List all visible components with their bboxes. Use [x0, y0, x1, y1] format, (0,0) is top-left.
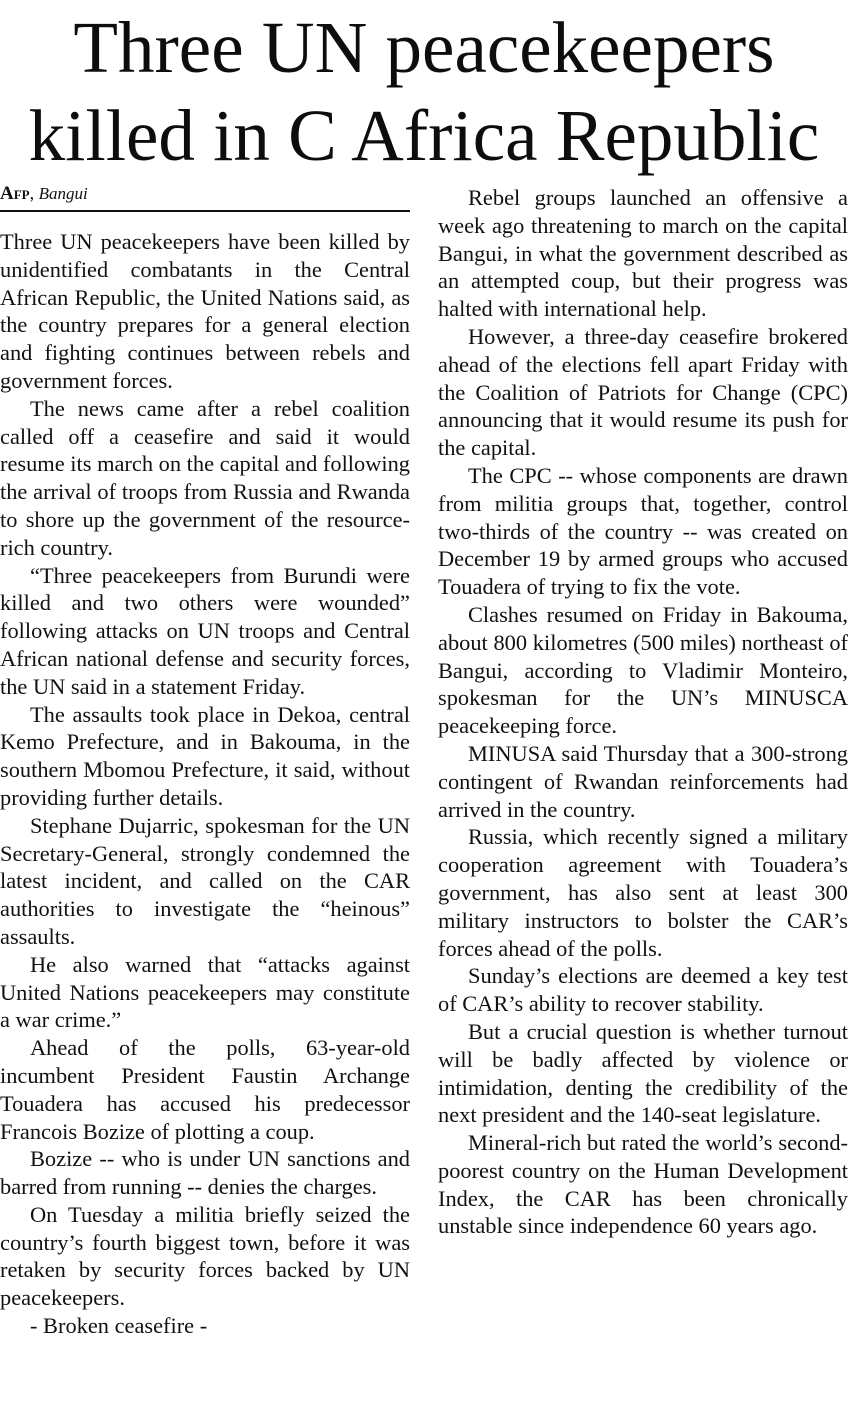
byline — [0, 180, 410, 212]
body-paragraph: The CPC -- whose components are drawn from militia groups that, together, control two-thirds of the country -- was created on December 19 by armed groups who accused Touadera of trying to fix the vote. — [438, 462, 848, 600]
body-paragraph: Three UN peacekeepers have been killed by unidentified combatants in the Central African Republic, the United Nations said, as the country prepares for a general election and fighting continues between rebels and government forces. — [0, 229, 410, 393]
article-column-left — [0, 228, 410, 1340]
body-paragraph: “Three peacekeepers from Burundi were killed and two others were wounded” following attacks on UN troops and Central African national defense and security forces, the UN said in a statement Friday. — [0, 562, 410, 699]
body-paragraph: Rebel groups launched an offensive a week ago threatening to march on the capital Bangui, in what the government described as an attempted coup, but their progress was halted with international help. — [438, 185, 848, 322]
body-paragraph: But a crucial question is whether turnout will be badly affected by violence or intimidation, denting the credibility of the next president and the 140-seat legislature. — [438, 1018, 848, 1128]
byline-agency: Afp — [0, 183, 30, 204]
body-paragraph: Ahead of the polls, 63-year-old incumbent President Faustin Archange Touadera has accused his predecessor Francois Bozize of plotting a coup. — [0, 1035, 410, 1144]
section-subhead: - Broken ceasefire - — [30, 1313, 208, 1339]
body-paragraph: Sunday’s elections are deemed a key test of CAR’s ability to recover stability. — [438, 963, 848, 1017]
body-paragraph: The assaults took place in Dekoa, central Kemo Prefecture, and in Bakouma, in the southern Mbomou Prefecture, it said, without providing further details. — [0, 701, 410, 810]
body-paragraph: Russia, which recently signed a military cooperation agreement with Touadera’s government, has also sent at least 300 military instructors to bolster the CAR’s forces ahead of the polls. — [438, 824, 848, 961]
body-paragraph: He also warned that “attacks against United Nations peacekeepers may constitute a war crime.” — [0, 951, 410, 1033]
byline-separator: , — [29, 183, 39, 203]
body-paragraph: On Tuesday a militia briefly seized the country’s fourth biggest town, before it was retaken by security forces backed by UN peacekeepers. — [0, 1201, 410, 1311]
headline-line-1: Three UN peacekeepers — [73, 7, 775, 88]
body-paragraph: The news came after a rebel coalition called off a ceasefire and said it would resume its march on the capital and following the arrival of troops from Russia and Rwanda to shore up the government of the resource-rich country. — [0, 395, 410, 560]
byline-dateline: Bangui — [38, 184, 88, 203]
body-paragraph: Clashes resumed on Friday in Bakouma, about 800 kilometres (500 miles) northeast of Bangui, according to Vladimir Monteiro, spokesman for the UN’s MINUSCA peacekeeping force. — [438, 601, 848, 739]
article-headline — [0, 4, 848, 180]
body-paragraph: Bozize -- who is under UN sanctions and barred from running -- denies the charges. — [0, 1146, 410, 1200]
body-paragraph: Stephane Dujarric, spokesman for the UN Secretary-General, strongly condemned the latest incident, and called on the CAR authorities to investigate the “heinous” assaults. — [0, 812, 410, 949]
body-paragraph: Mineral-rich but rated the world’s second-poorest country on the Human Development Index, the CAR has been chronically unstable since independence 60 years ago. — [438, 1130, 848, 1239]
body-paragraph: MINUSA said Thursday that a 300-strong contingent of Rwandan reinforcements had arrived in the country. — [438, 740, 848, 822]
headline-line-2: killed in C Africa Republic — [28, 95, 820, 176]
article-column-right — [438, 184, 848, 1240]
body-paragraph: However, a three-day ceasefire brokered ahead of the elections fell apart Friday with the Coalition of Patriots for Change (CPC) announcing that it would resume its push for the capital. — [438, 323, 848, 461]
